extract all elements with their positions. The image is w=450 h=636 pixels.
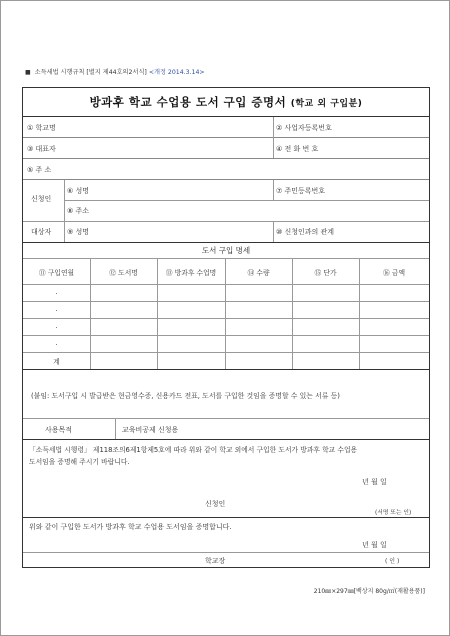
request-signer: 신청인 bbox=[205, 500, 226, 508]
col-unit-price: ⑮ 단가 bbox=[314, 269, 337, 277]
request-text-line1: 「소득세법 시행령」 제118조의6제1항제5호에 따라 위와 같이 학교 외에서 구입한 도서가 방과후 학교 수업용 bbox=[29, 446, 358, 454]
table-row-mark: . bbox=[55, 288, 58, 296]
divider bbox=[23, 301, 429, 302]
field-relation[interactable]: ⑩ 신청인과의 관계 bbox=[276, 228, 335, 236]
table-row-mark: . bbox=[55, 305, 58, 313]
certificate-form bbox=[22, 87, 430, 568]
divider bbox=[23, 258, 429, 259]
divider bbox=[23, 242, 429, 243]
field-school-name[interactable]: ① 학교명 bbox=[27, 124, 56, 132]
col-class-name: ⑬ 방과후 수업명 bbox=[165, 269, 217, 277]
divider bbox=[64, 200, 429, 201]
request-date[interactable]: 년 월 일 bbox=[362, 478, 387, 486]
label-target: 대상자 bbox=[31, 228, 52, 236]
total-label: 계 bbox=[53, 358, 60, 366]
table-row-mark: . bbox=[55, 322, 58, 330]
divider bbox=[115, 418, 116, 439]
request-sign-note[interactable]: (서명 또는 인) bbox=[375, 510, 412, 516]
divider bbox=[23, 439, 429, 440]
divider bbox=[23, 284, 429, 285]
divider bbox=[273, 221, 274, 242]
field-address[interactable]: ⑤ 주 소 bbox=[27, 166, 52, 174]
divider bbox=[273, 180, 274, 200]
certify-seal[interactable]: ( 인 ) bbox=[385, 558, 400, 565]
table-row-mark: . bbox=[55, 339, 58, 347]
divider bbox=[23, 552, 429, 553]
row-representative bbox=[23, 138, 429, 159]
divider bbox=[23, 369, 429, 370]
form-title-sub: (학교 외 구입분) bbox=[290, 99, 363, 109]
divider bbox=[23, 418, 429, 419]
divider bbox=[23, 221, 429, 222]
form-title bbox=[23, 88, 429, 117]
field-business-no[interactable]: ② 사업자등록번호 bbox=[276, 124, 332, 132]
field-applicant-address[interactable]: ⑧ 주소 bbox=[67, 207, 90, 215]
form-header bbox=[25, 67, 205, 76]
row-address bbox=[23, 159, 429, 180]
divider bbox=[64, 180, 65, 242]
label-applicant: 신청인 bbox=[31, 195, 52, 203]
purchase-section-title: 도서 구입 명세 bbox=[201, 246, 251, 255]
col-quantity: ⑭ 수량 bbox=[247, 269, 270, 277]
header-regulation: 소득세법 시행규칙 [별지 제44호의2서식] bbox=[34, 69, 147, 76]
col-purchase-date: ⑪ 구입연월 bbox=[38, 269, 75, 277]
divider bbox=[23, 517, 429, 518]
field-representative[interactable]: ③ 대표자 bbox=[27, 145, 56, 153]
divider bbox=[23, 318, 429, 319]
purpose-label: 사용목적 bbox=[45, 426, 73, 434]
paper-spec: 210㎜×297㎜[백상지 80g/㎡(재활용품)] bbox=[313, 588, 425, 595]
field-applicant-name[interactable]: ⑥ 성명 bbox=[67, 187, 90, 195]
attachment-note: (붙임: 도서구입 시 발급받은 현금영수증, 신용카드 전표, 도서를 구입한 것임을 증명할 수 있는 서류 등) bbox=[31, 392, 340, 400]
field-phone[interactable]: ④ 전 화 번 호 bbox=[276, 145, 319, 153]
header-bullet: ■ bbox=[25, 69, 31, 76]
purpose-value: 교육비공제 신청용 bbox=[122, 426, 179, 434]
col-amount: ⑯ 금액 bbox=[382, 269, 406, 277]
divider bbox=[23, 352, 429, 353]
col-book-title: ⑫ 도서명 bbox=[109, 269, 138, 277]
row-school bbox=[23, 117, 429, 138]
request-text-line2: 도서임을 증명해 주시기 바랍니다. bbox=[29, 458, 130, 466]
certify-signer: 학교장 bbox=[205, 557, 226, 565]
certify-text: 위와 같이 구입한 도서가 방과후 학교 수업용 도서임을 증명합니다. bbox=[29, 523, 232, 531]
divider bbox=[23, 335, 429, 336]
field-applicant-rrn[interactable]: ⑦ 주민등록번호 bbox=[276, 187, 326, 195]
header-revision: <개정 2014.3.14> bbox=[148, 69, 205, 76]
field-target-name[interactable]: ⑨ 성명 bbox=[67, 228, 90, 236]
form-title-main: 방과후 학교 수업용 도서 구입 증명서 bbox=[89, 95, 287, 109]
certify-date[interactable]: 년 월 일 bbox=[362, 541, 387, 549]
